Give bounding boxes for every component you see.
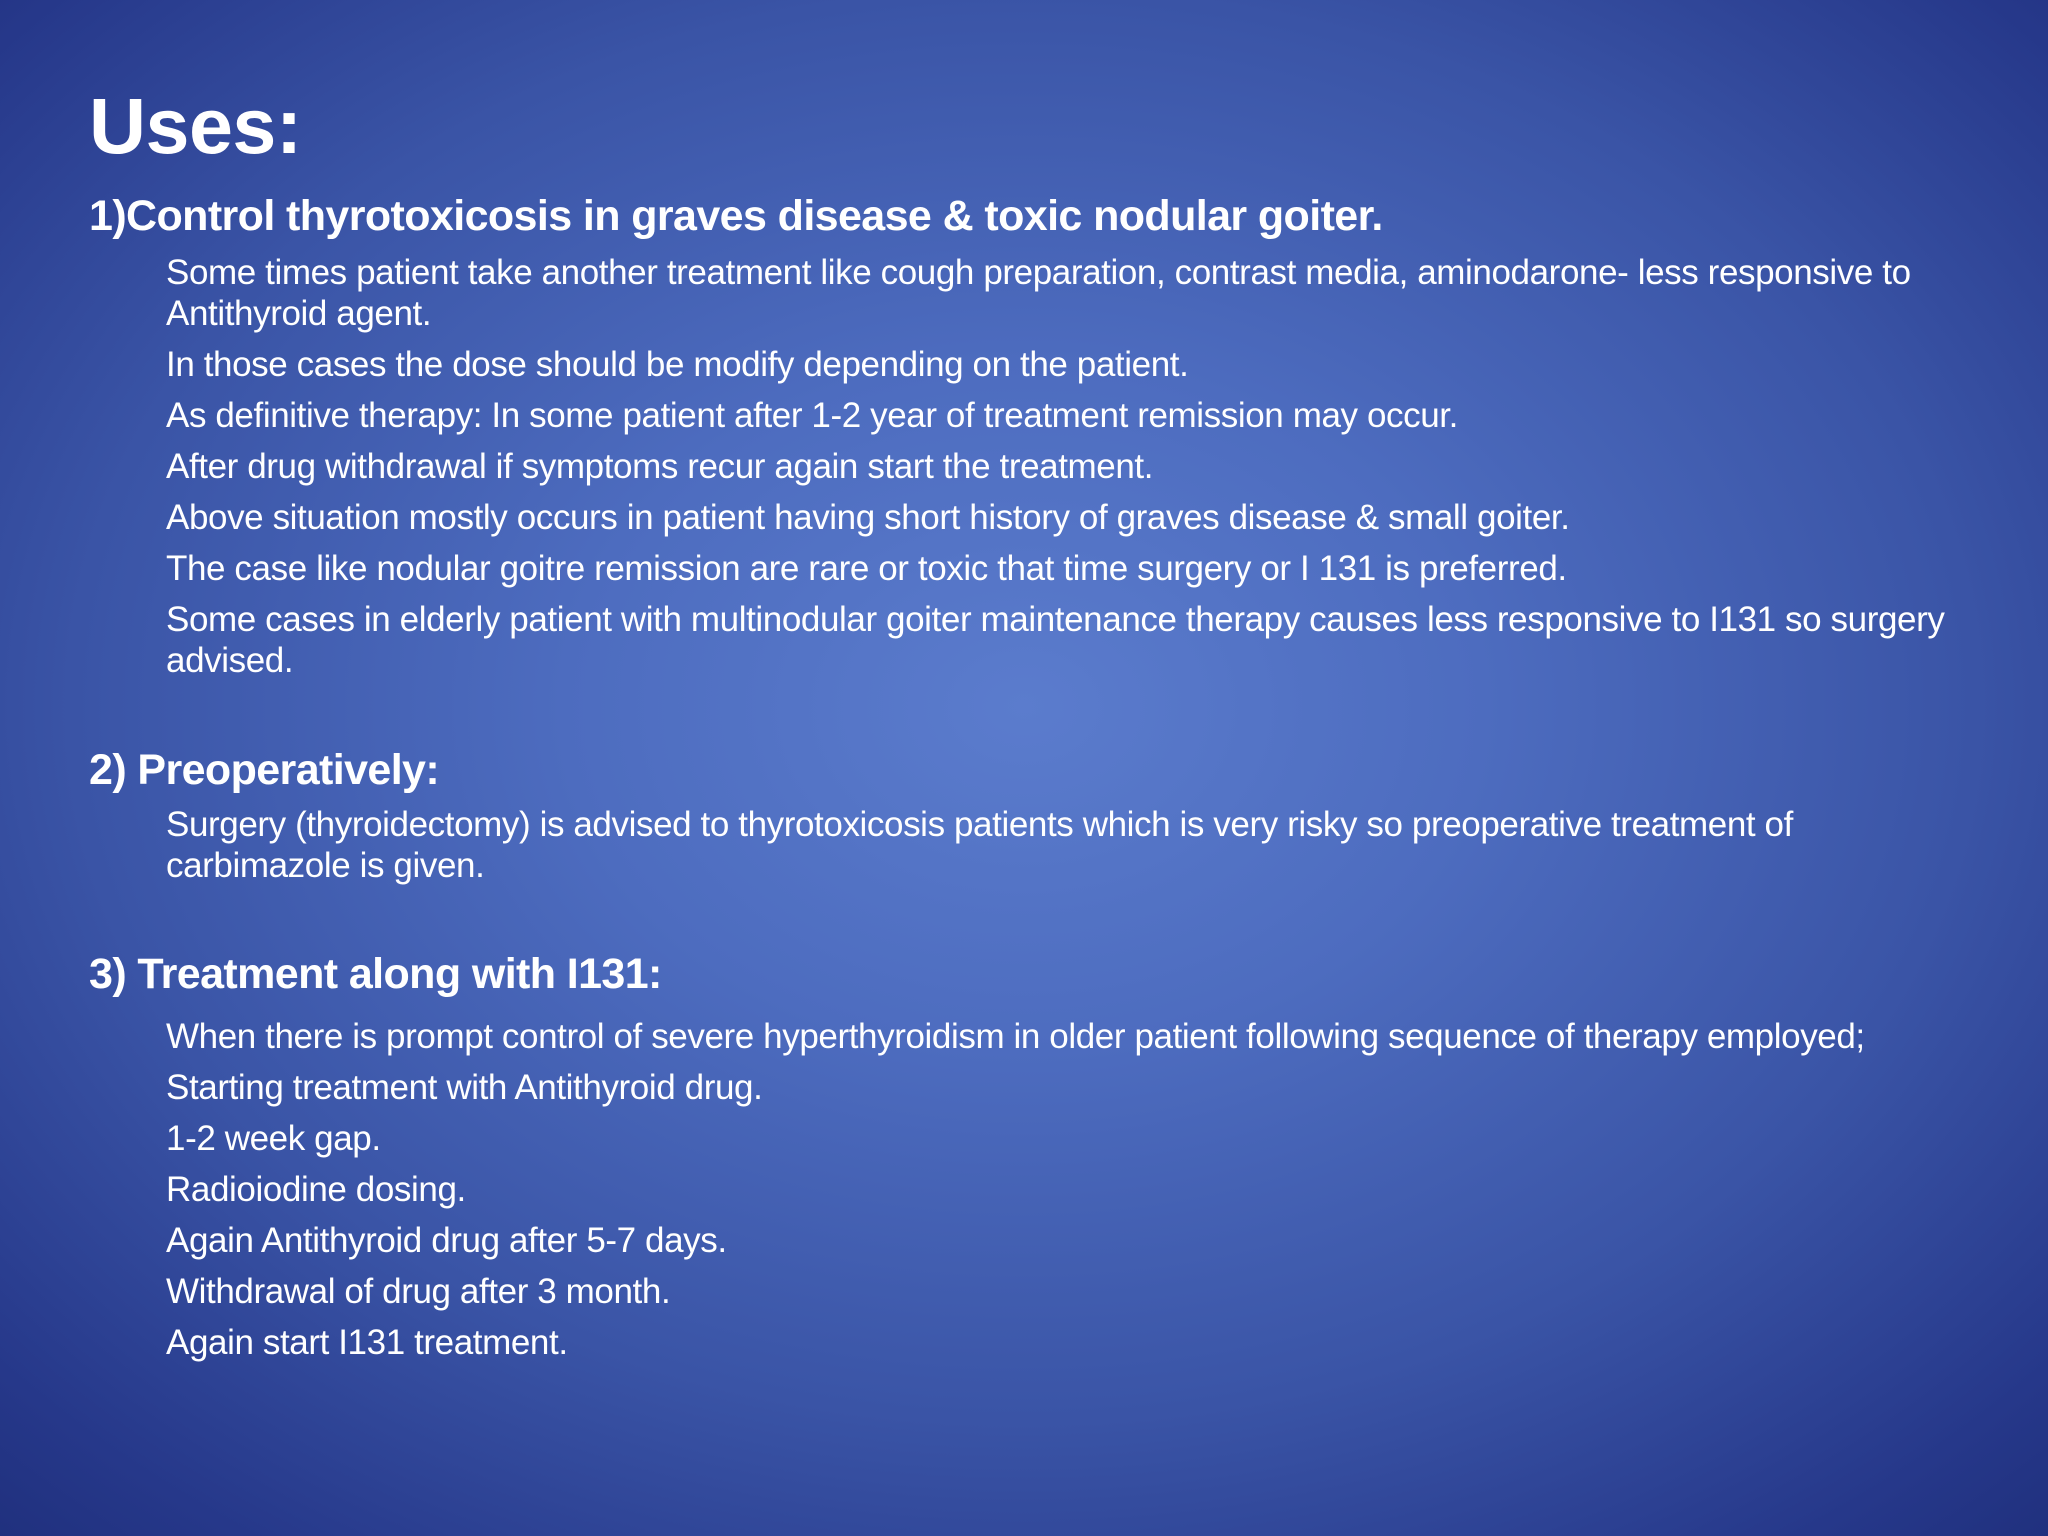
list-item: 1-2 week gap. [166,1119,381,1158]
list-item: Above situation mostly occurs in patient having short history of graves disease & small goiter. [166,498,1570,537]
list-item: Surgery (thyroidectomy) is advised to thyrotoxicosis patients which is very risky so preoperative treatment of carbimazole is given. [166,805,1793,885]
section-heading-treatment-i131: 3) Treatment along with I131: [89,950,662,998]
list-item: Starting treatment with Antithyroid drug. [166,1068,763,1107]
section-heading-control-thyrotoxicosis: 1)Control thyrotoxicosis in graves disease & toxic nodular goiter. [89,192,1383,240]
list-item: Withdrawal of drug after 3 month. [166,1272,671,1311]
list-item: The case like nodular goitre remission are rare or toxic that time surgery or I 131 is preferred. [166,549,1567,588]
list-item: Again Antithyroid drug after 5-7 days. [166,1221,727,1260]
list-item: Again start I131 treatment. [166,1323,568,1362]
list-item: As definitive therapy: In some patient after 1-2 year of treatment remission may occur. [166,396,1458,435]
slide-title: Uses: [89,81,302,170]
list-item: In those cases the dose should be modify depending on the patient. [166,345,1189,384]
list-item: Some cases in elderly patient with multinodular goiter maintenance therapy causes less responsive to I131 so surgery advised. [166,600,1945,680]
list-item: Radioiodine dosing. [166,1170,466,1209]
section-heading-preoperatively: 2) Preoperatively: [89,746,440,794]
section-list-control-thyrotoxicosis [166,252,1966,691]
list-item: After drug withdrawal if symptoms recur again start the treatment. [166,447,1154,486]
section-list-preoperatively [166,804,1966,896]
list-item: When there is prompt control of severe hyperthyroidism in older patient following sequence of therapy employed; [166,1017,1865,1056]
list-item: Some times patient take another treatment like cough preparation, contrast media, aminodarone- less responsive to Antithyroid agent. [166,253,1911,333]
section-list-treatment-i131 [166,1016,1966,1373]
